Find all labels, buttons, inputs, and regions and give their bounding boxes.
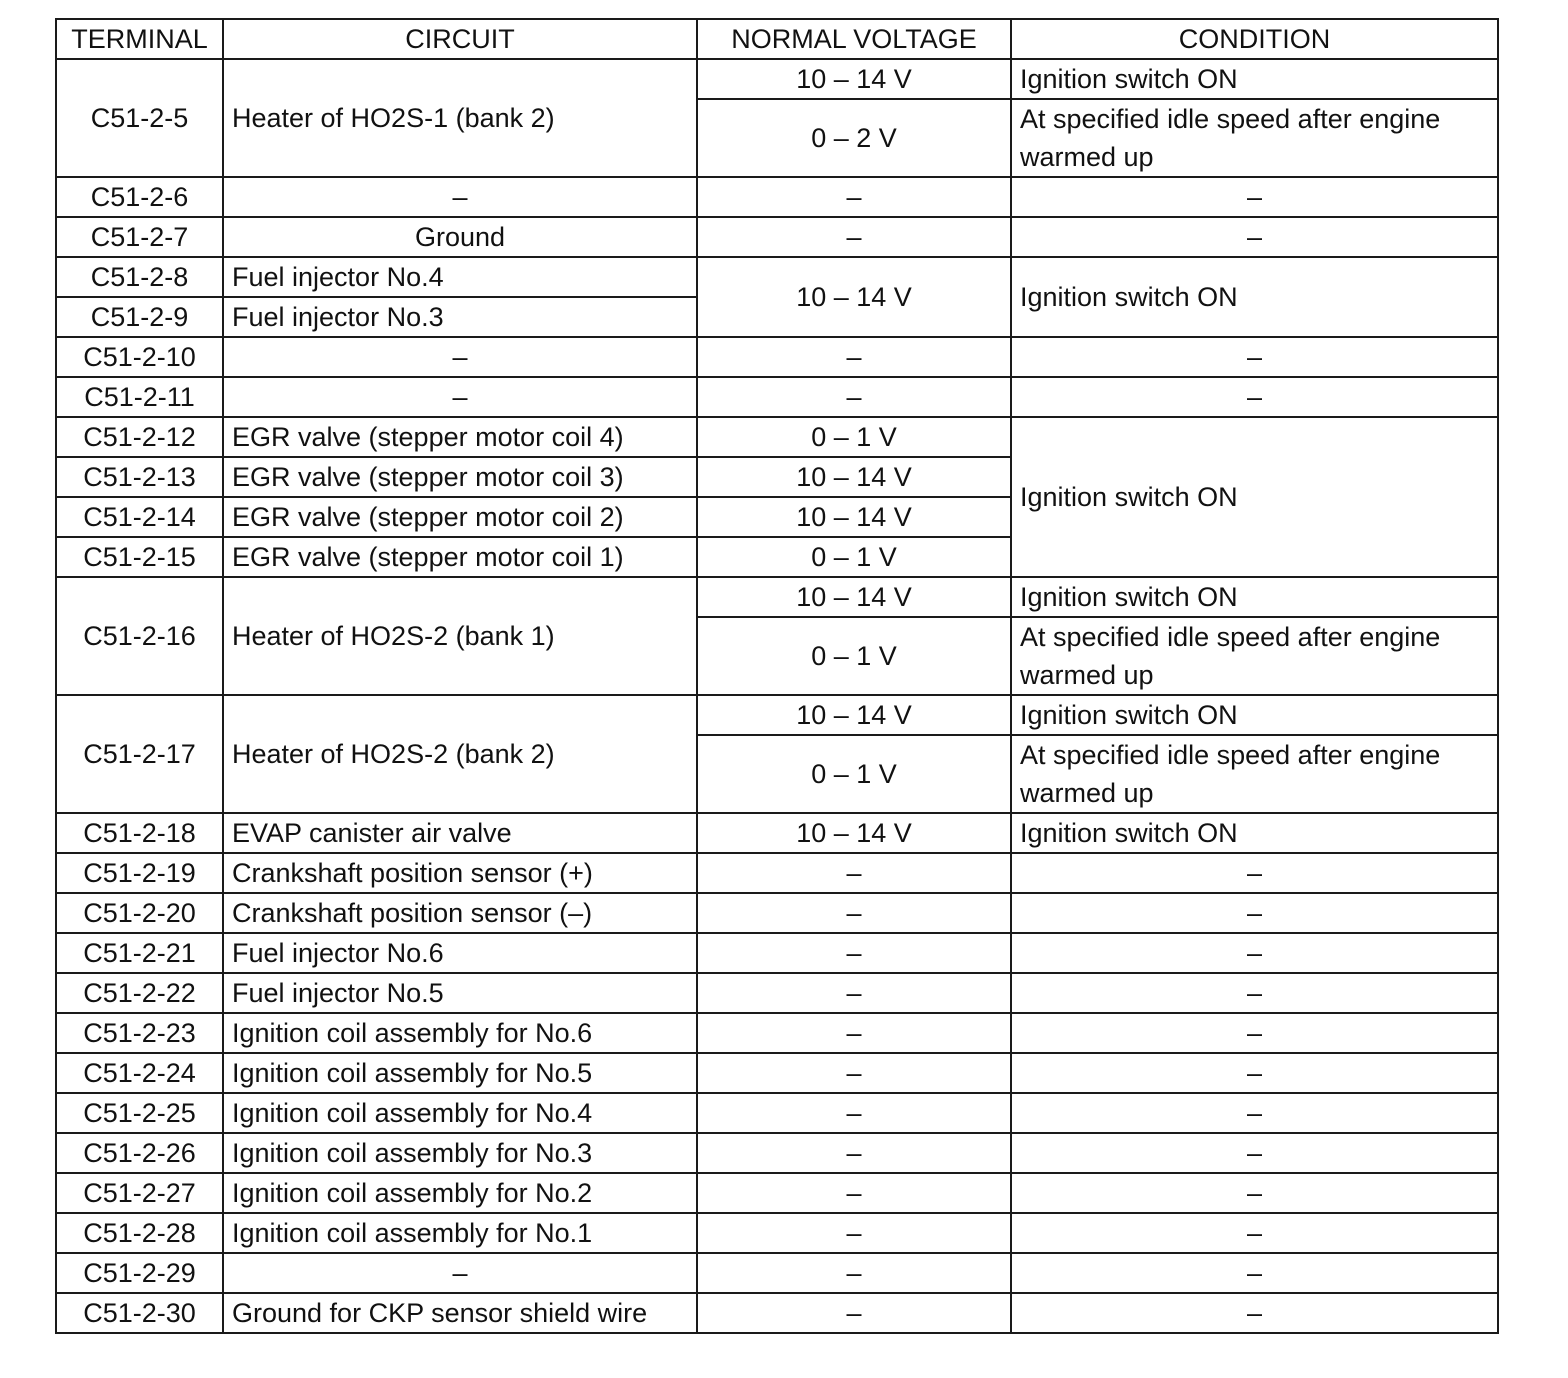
condition-cell: Ignition switch ON	[1011, 59, 1498, 99]
voltage-cell: 10 – 14 V	[697, 257, 1011, 337]
header-terminal: TERMINAL	[56, 19, 223, 59]
table-row	[56, 217, 1498, 257]
voltage-cell: –	[697, 177, 1011, 217]
circuit-cell: Heater of HO2S-1 (bank 2)	[223, 59, 697, 177]
voltage-cell: –	[697, 1213, 1011, 1253]
condition-cell: –	[1011, 377, 1498, 417]
terminal-cell: C51-2-19	[56, 853, 223, 893]
condition-cell: Ignition switch ON	[1011, 257, 1498, 337]
table-row	[56, 1253, 1498, 1293]
voltage-cell: –	[697, 853, 1011, 893]
table-row	[56, 1213, 1498, 1253]
table-row	[56, 973, 1498, 1013]
terminal-cell: C51-2-10	[56, 337, 223, 377]
voltage-cell: –	[697, 1053, 1011, 1093]
terminal-cell: C51-2-26	[56, 1133, 223, 1173]
condition-cell: Ignition switch ON	[1011, 695, 1498, 735]
condition-cell: –	[1011, 893, 1498, 933]
condition-cell: –	[1011, 1013, 1498, 1053]
condition-cell: –	[1011, 1053, 1498, 1093]
terminal-cell: C51-2-21	[56, 933, 223, 973]
terminal-cell: C51-2-25	[56, 1093, 223, 1133]
voltage-cell: 0 – 2 V	[697, 99, 1011, 177]
table-row	[56, 1173, 1498, 1213]
voltage-cell: 10 – 14 V	[697, 813, 1011, 853]
condition-cell: Ignition switch ON	[1011, 577, 1498, 617]
table-row	[56, 577, 1498, 617]
header-row	[56, 19, 1498, 59]
terminal-cell: C51-2-7	[56, 217, 223, 257]
condition-cell: –	[1011, 1093, 1498, 1133]
condition-cell: At specified idle speed after engine warmed up	[1011, 617, 1498, 695]
voltage-cell: 0 – 1 V	[697, 617, 1011, 695]
table-row	[56, 417, 1498, 457]
circuit-cell: Ignition coil assembly for No.6	[223, 1013, 697, 1053]
terminal-cell: C51-2-22	[56, 973, 223, 1013]
header-normal-voltage: NORMAL VOLTAGE	[697, 19, 1011, 59]
circuit-cell: Fuel injector No.5	[223, 973, 697, 1013]
table-row	[56, 177, 1498, 217]
terminal-cell: C51-2-23	[56, 1013, 223, 1053]
terminal-cell: C51-2-16	[56, 577, 223, 695]
circuit-cell: EVAP canister air valve	[223, 813, 697, 853]
circuit-cell: Ignition coil assembly for No.3	[223, 1133, 697, 1173]
circuit-cell: EGR valve (stepper motor coil 2)	[223, 497, 697, 537]
voltage-cell: 10 – 14 V	[697, 695, 1011, 735]
terminal-cell: C51-2-9	[56, 297, 223, 337]
condition-cell: –	[1011, 1173, 1498, 1213]
table-row	[56, 853, 1498, 893]
circuit-cell: Heater of HO2S-2 (bank 2)	[223, 695, 697, 813]
table-row	[56, 893, 1498, 933]
header-circuit: CIRCUIT	[223, 19, 697, 59]
table-row	[56, 933, 1498, 973]
condition-cell: –	[1011, 1213, 1498, 1253]
table-row	[56, 695, 1498, 735]
voltage-cell: –	[697, 1013, 1011, 1053]
condition-cell: –	[1011, 973, 1498, 1013]
circuit-cell: Ignition coil assembly for No.4	[223, 1093, 697, 1133]
table-row	[56, 1293, 1498, 1333]
terminal-cell: C51-2-12	[56, 417, 223, 457]
table-row	[56, 257, 1498, 297]
voltage-cell: –	[697, 1133, 1011, 1173]
table-row	[56, 337, 1498, 377]
terminal-voltage-table	[55, 18, 1499, 1334]
table-row	[56, 377, 1498, 417]
terminal-cell: C51-2-13	[56, 457, 223, 497]
table-row	[56, 59, 1498, 99]
terminal-cell: C51-2-17	[56, 695, 223, 813]
circuit-cell: Ground	[223, 217, 697, 257]
terminal-cell: C51-2-18	[56, 813, 223, 853]
condition-cell: –	[1011, 337, 1498, 377]
terminal-cell: C51-2-11	[56, 377, 223, 417]
voltage-cell: –	[697, 1173, 1011, 1213]
condition-cell: Ignition switch ON	[1011, 417, 1498, 577]
voltage-cell: 0 – 1 V	[697, 417, 1011, 457]
table-row	[56, 1013, 1498, 1053]
circuit-cell: Ignition coil assembly for No.5	[223, 1053, 697, 1093]
circuit-cell: Crankshaft position sensor (+)	[223, 853, 697, 893]
circuit-cell: –	[223, 337, 697, 377]
voltage-cell: 10 – 14 V	[697, 577, 1011, 617]
condition-cell: –	[1011, 217, 1498, 257]
circuit-cell: Fuel injector No.4	[223, 257, 697, 297]
voltage-cell: –	[697, 1093, 1011, 1133]
terminal-cell: C51-2-27	[56, 1173, 223, 1213]
terminal-cell: C51-2-5	[56, 59, 223, 177]
table-row	[56, 1093, 1498, 1133]
voltage-cell: 10 – 14 V	[697, 497, 1011, 537]
voltage-cell: –	[697, 933, 1011, 973]
terminal-cell: C51-2-14	[56, 497, 223, 537]
header-condition: CONDITION	[1011, 19, 1498, 59]
voltage-cell: –	[697, 1253, 1011, 1293]
condition-cell: –	[1011, 177, 1498, 217]
circuit-cell: EGR valve (stepper motor coil 4)	[223, 417, 697, 457]
condition-cell: –	[1011, 853, 1498, 893]
condition-cell: Ignition switch ON	[1011, 813, 1498, 853]
voltage-cell: –	[697, 973, 1011, 1013]
circuit-cell: –	[223, 1253, 697, 1293]
voltage-cell: 10 – 14 V	[697, 59, 1011, 99]
circuit-cell: Crankshaft position sensor (–)	[223, 893, 697, 933]
circuit-cell: Heater of HO2S-2 (bank 1)	[223, 577, 697, 695]
terminal-cell: C51-2-6	[56, 177, 223, 217]
condition-cell: At specified idle speed after engine warmed up	[1011, 735, 1498, 813]
terminal-cell: C51-2-8	[56, 257, 223, 297]
terminal-cell: C51-2-24	[56, 1053, 223, 1093]
condition-cell: –	[1011, 1293, 1498, 1333]
terminal-cell: C51-2-20	[56, 893, 223, 933]
terminal-cell: C51-2-15	[56, 537, 223, 577]
terminal-cell: C51-2-30	[56, 1293, 223, 1333]
circuit-cell: Fuel injector No.3	[223, 297, 697, 337]
circuit-cell: EGR valve (stepper motor coil 3)	[223, 457, 697, 497]
circuit-cell: Ignition coil assembly for No.2	[223, 1173, 697, 1213]
voltage-cell: –	[697, 377, 1011, 417]
condition-cell: –	[1011, 933, 1498, 973]
voltage-cell: 0 – 1 V	[697, 537, 1011, 577]
condition-cell: –	[1011, 1133, 1498, 1173]
circuit-cell: Ignition coil assembly for No.1	[223, 1213, 697, 1253]
voltage-cell: 0 – 1 V	[697, 735, 1011, 813]
circuit-cell: EGR valve (stepper motor coil 1)	[223, 537, 697, 577]
condition-cell: –	[1011, 1253, 1498, 1293]
terminal-cell: C51-2-29	[56, 1253, 223, 1293]
table-row	[56, 1133, 1498, 1173]
circuit-cell: Ground for CKP sensor shield wire	[223, 1293, 697, 1333]
voltage-cell: –	[697, 217, 1011, 257]
voltage-cell: –	[697, 1293, 1011, 1333]
circuit-cell: –	[223, 177, 697, 217]
voltage-cell: –	[697, 893, 1011, 933]
circuit-cell: –	[223, 377, 697, 417]
voltage-cell: –	[697, 337, 1011, 377]
circuit-cell: Fuel injector No.6	[223, 933, 697, 973]
table-row	[56, 813, 1498, 853]
table-row	[56, 1053, 1498, 1093]
condition-cell: At specified idle speed after engine warmed up	[1011, 99, 1498, 177]
terminal-cell: C51-2-28	[56, 1213, 223, 1253]
voltage-cell: 10 – 14 V	[697, 457, 1011, 497]
